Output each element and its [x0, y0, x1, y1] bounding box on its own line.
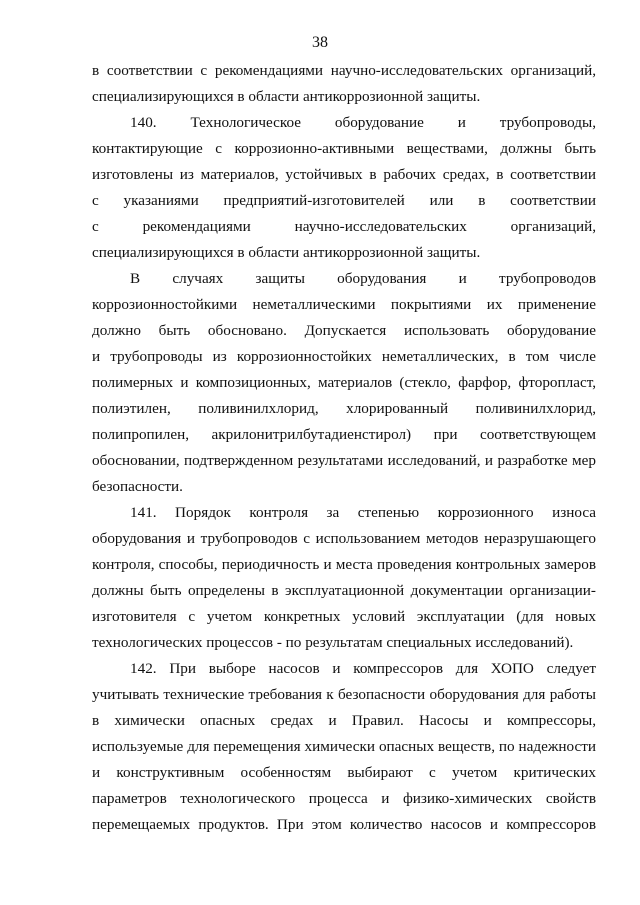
text-line: перемещаемых продуктов. При этом количество насосов и компрессоров: [92, 816, 596, 833]
text-line: полимерных и композиционных, материалов (стекло, фарфор, фторопласт,: [92, 374, 596, 391]
text-line: изготовителя с учетом конкретных условий эксплуатации (для новых: [92, 608, 596, 625]
text-line: полипропилен, акрилонитрилбутадиенстирол) при соответствующем: [92, 426, 596, 443]
text-line: полиэтилен, поливинилхлорид, хлорированный поливинилхлорид,: [92, 400, 596, 417]
text-line: 141. Порядок контроля за степенью коррозионного износа: [130, 504, 596, 521]
text-line: 142. При выборе насосов и компрессоров для ХОПО следует: [130, 660, 596, 677]
text-line: оборудования и трубопроводов с использованием методов неразрушающего: [92, 530, 596, 547]
text-line: контроля, способы, периодичность и места проведения контрольных замеров: [92, 556, 596, 573]
text-line: специализирующихся в области антикоррозионной защиты.: [92, 244, 481, 261]
text-line: должно быть обосновано. Допускается использовать оборудование: [92, 322, 596, 339]
text-line: безопасности.: [92, 478, 183, 495]
text-line: контактирующие с коррозионно-активными веществами, должны быть: [92, 140, 596, 157]
text-line: технологических процессов - по результатам специальных исследований).: [92, 634, 574, 651]
text-line: с рекомендациями научно-исследовательских организаций,: [92, 218, 596, 235]
text-line: и конструктивным особенностям выбирают с учетом критических: [92, 764, 596, 781]
text-line: должны быть определены в эксплуатационной документации организации-: [92, 582, 596, 599]
text-line: изготовлены из материалов, устойчивых в рабочих средах, в соответствии: [92, 166, 596, 183]
document-body: [92, 58, 596, 838]
text-line: параметров технологического процесса и физико-химических свойств: [92, 790, 596, 807]
paragraph-nonmetallic-coatings: [92, 266, 596, 500]
text-line: в химически опасных средах и Правил. Насосы и компрессоры,: [92, 712, 596, 729]
text-line: учитывать технические требования к безопасности оборудования для работы: [92, 686, 596, 703]
text-line: специализирующихся в области антикоррозионной защиты.: [92, 88, 481, 105]
text-line: коррозионностойкими неметаллическими покрытиями их применение: [92, 296, 596, 313]
paragraph-continuation: [92, 58, 596, 110]
paragraph-141: [92, 500, 596, 656]
text-line: обосновании, подтвержденном результатами исследований, и разработке мер: [92, 452, 596, 469]
text-line: используемые для перемещения химически опасных веществ, по надежности: [92, 738, 596, 755]
text-line: с указаниями предприятий-изготовителей или в соответствии: [92, 192, 596, 209]
text-line: и трубопроводы из коррозионностойких неметаллических, в том числе: [92, 348, 596, 365]
page-number: 38: [312, 34, 328, 51]
paragraph-142: [92, 656, 596, 838]
text-line: 140. Технологическое оборудование и трубопроводы,: [130, 114, 596, 131]
paragraph-140: [92, 110, 596, 266]
text-line: В случаях защиты оборудования и трубопроводов: [130, 270, 596, 287]
text-line: в соответствии с рекомендациями научно-исследовательских организаций,: [92, 62, 596, 79]
